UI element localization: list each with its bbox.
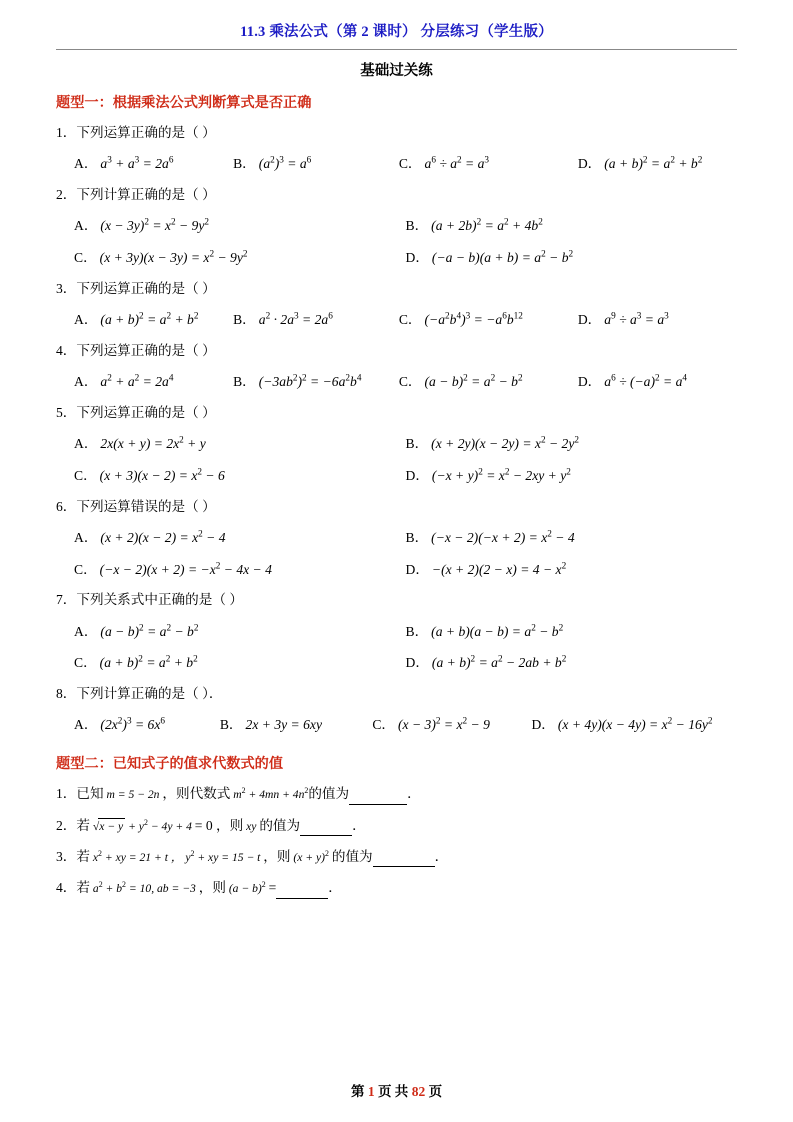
question-5-number: 5． (56, 404, 77, 420)
option-c: C． $(a - b)^2 = a^2 - b^2$ (398, 372, 523, 390)
question-5-options-row2 (56, 466, 737, 486)
question-3-stem (56, 280, 737, 298)
question-4-stem (56, 342, 737, 360)
type2-question-1-number: 1． (56, 786, 77, 802)
question-2-options-row2 (56, 248, 737, 268)
option-d: D． $(a + b)^2 = a^2 + b^2$ (577, 154, 703, 172)
option-d: D． $(x + 4y)(x - 4y) = x^2 - 16y^2$ (531, 715, 713, 733)
option-a: A． $(x + 2)(x - 2) = x^2 - 4$ (74, 528, 226, 545)
question-4-text: 下列运算正确的是（ ） (76, 342, 216, 358)
option-b: B． $(a^2)^3 = a^6$ (233, 154, 312, 172)
option-c: C． $(-a^2b^4)^3 = -a^6b^{12}$ (398, 310, 523, 328)
question-5-options-row1 (56, 434, 737, 454)
option-d: D． $(-a - b)(a + b) = a^2 - b^2$ (405, 248, 574, 266)
option-c: C． $(x + 3)(x - 2) = x^2 - 6$ (74, 466, 225, 483)
option-d: D． $-(x + 2)(2 - x) = 4 - x^2$ (405, 560, 567, 577)
option-a: A． $a^2 + a^2 = 2a^4$ (74, 372, 174, 390)
option-b: B． $(-3ab^2)^2 = -6a^2b^4$ (233, 372, 362, 390)
footer-page-number: 1 (367, 1084, 375, 1099)
question-3-number: 3． (56, 280, 77, 296)
question-2-text: 下列计算正确的是（ ） (76, 187, 216, 203)
option-b: B． $(a + 2b)^2 = a^2 + 4b^2$ (405, 216, 543, 234)
question-7-stem (56, 591, 737, 609)
option-d: D． $(-x + y)^2 = x^2 - 2xy + y^2$ (405, 466, 571, 483)
page-title: 11.3 乘法公式（第 2 课时） 分层练习（学生版） (240, 24, 553, 40)
option-a: A． $(x - 3y)^2 = x^2 - 9y^2$ (74, 216, 210, 234)
question-7-options-row1 (56, 622, 737, 642)
question-2-stem (56, 186, 737, 204)
question-1-text: 下列运算正确的是（ ） (76, 125, 216, 140)
question-6-stem (56, 498, 737, 516)
question-8-text: 下列计算正确的是（ ）． (76, 686, 223, 702)
question-2-number: 2． (56, 187, 77, 203)
question-8-stem (56, 685, 737, 703)
type-heading-1: 题型一：根据乘法公式判断算式是否正确 (56, 95, 312, 111)
question-4-number: 4． (56, 342, 77, 358)
type2-question-4-number: 4． (56, 880, 77, 896)
option-a: A． $a^3 + a^3 = 2a^6$ (74, 154, 174, 172)
question-8-options (56, 715, 737, 735)
option-d: D． $a^6 \div (-a)^2 = a^4$ (577, 372, 688, 390)
section-heading: 基础过关练 (360, 63, 433, 79)
question-1-number: 1． (56, 125, 77, 140)
type2-question-1: 1．已知 m = 5 − 2n ，则代数式 $m^2 + 4mn + 4n^2$的值为 ． (56, 785, 737, 804)
page-footer: 第 1 页 共 82 页 (350, 1084, 443, 1099)
question-7-text: 下列关系式中正确的是（ ） (76, 592, 243, 608)
type2-question-2-number: 2． (56, 817, 77, 833)
type2-question-4: 4．若 $a^2 + b^2 = 10$, ab = −3 ，则 $(a - b)^2$ = ． (56, 879, 737, 898)
question-1-stem (56, 124, 737, 142)
question-6-options-row1 (56, 528, 737, 548)
option-c: C． $a^6 \div a^2 = a^3$ (398, 154, 490, 172)
option-c: C． $(a + b)^2 = a^2 + b^2$ (74, 653, 198, 671)
type2-question-3-number: 3． (56, 848, 77, 864)
question-1-options (56, 154, 737, 174)
question-7-number: 7． (56, 592, 77, 608)
option-d: D． $a^9 \div a^3 = a^3$ (577, 310, 669, 328)
type2-question-3: 3．若 $x^2$ + xy = 21 + t ， $y^2$ + xy = 15 − t ，则 $(x + y)^2$ 的值为 ． (56, 848, 737, 867)
option-c: C． $(x - 3)^2 = x^2 - 9$ (372, 715, 490, 733)
question-8-number: 8． (56, 686, 77, 702)
question-6-number: 6． (56, 498, 77, 514)
option-b: B． 2x + 3y = 6xy (219, 717, 322, 733)
option-d: D． $(a + b)^2 = a^2 - 2ab + b^2$ (405, 653, 567, 671)
question-3-text: 下列运算正确的是（ ） (76, 280, 216, 296)
option-a: A． $2x(x + y) = 2x^2 + y$ (74, 434, 206, 452)
question-6-text: 下列运算错误的是（ ） (76, 498, 216, 514)
option-b: B． $(-x - 2)(-x + 2) = x^2 - 4$ (405, 528, 575, 545)
question-7-options-row2 (56, 653, 737, 673)
option-b: B． $a^2 \cdot 2a^3 = 2a^6$ (233, 310, 333, 328)
question-3-options (56, 310, 737, 330)
option-a: A． $(2x^2)^3 = 6x^6$ (74, 715, 165, 733)
footer-total-pages: 82 (411, 1084, 426, 1099)
option-a: A． $(a - b)^2 = a^2 - b^2$ (74, 622, 199, 639)
option-c: C． $(x + 3y)(x - 3y) = x^2 - 9y^2$ (74, 248, 248, 266)
option-b: B． $(x + 2y)(x - 2y) = x^2 - 2y^2$ (405, 434, 580, 452)
question-4-options (56, 372, 737, 392)
question-6-options-row2 (56, 560, 737, 580)
question-5-stem (56, 404, 737, 422)
title-divider (56, 49, 737, 50)
option-b: B． $(a + b)(a - b) = a^2 - b^2$ (405, 622, 564, 639)
type-heading-2: 题型二：已知式子的值求代数式的值 (56, 756, 284, 773)
type2-question-2: 2．若 $√x - y + y^2 - 4y + 4 = 0$ ，则 xy 的值为 ． (56, 817, 737, 836)
question-2-options-row1 (56, 216, 737, 236)
option-a: A． $(a + b)^2 = a^2 + b^2$ (74, 310, 199, 328)
question-5-text: 下列运算正确的是（ ） (76, 404, 216, 420)
option-c: C． $(-x - 2)(x + 2) = -x^2 - 4x - 4$ (74, 560, 272, 577)
